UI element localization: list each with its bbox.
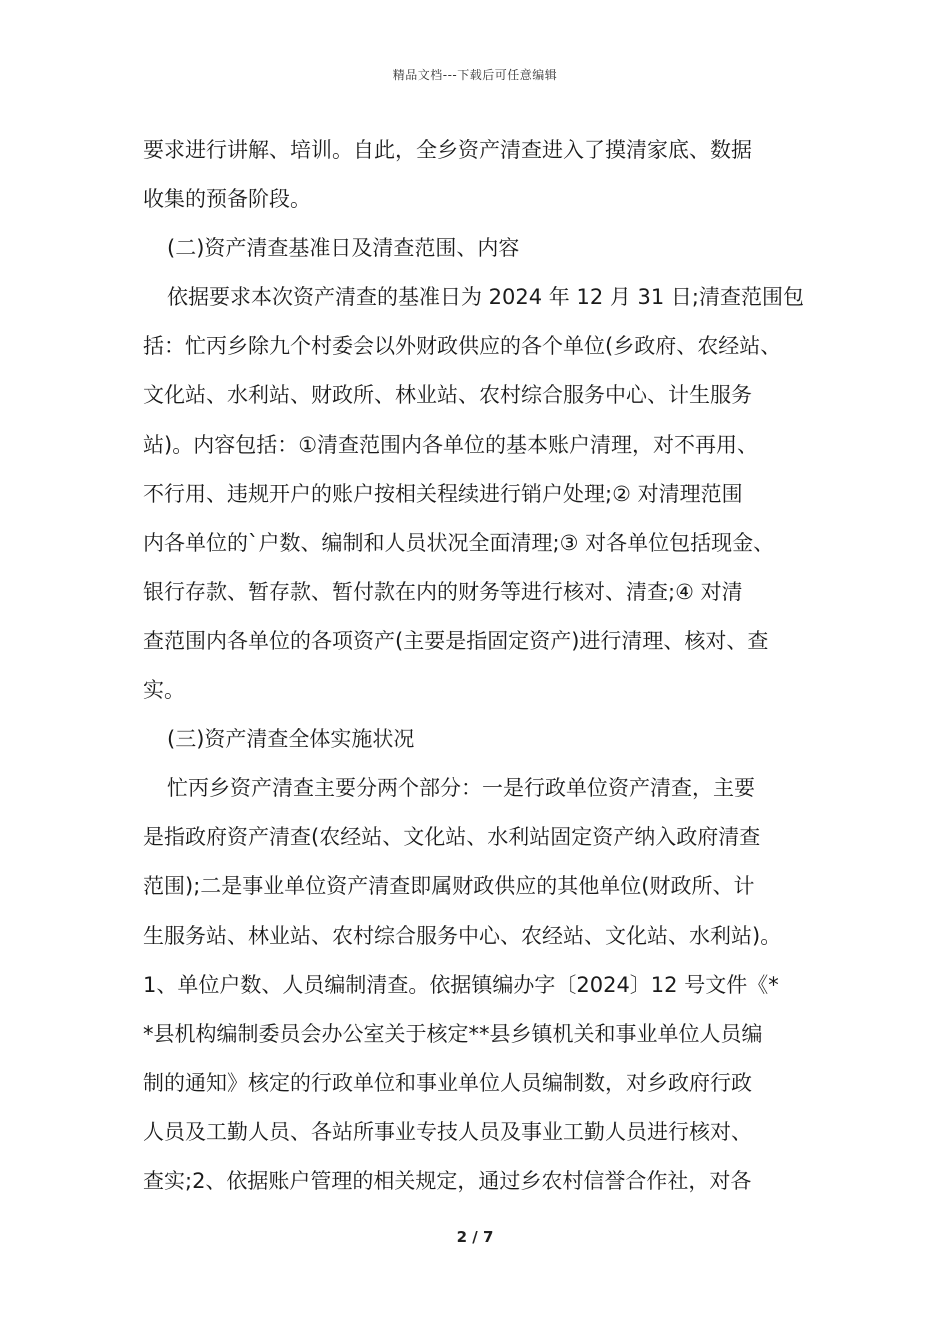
text-line: 实。 <box>143 678 185 703</box>
text-line: 1、单位户数、人员编制清查。依据镇编办字〔2024〕12 号文件《* <box>143 972 779 997</box>
text-line: 是指政府资产清查(农经站、文化站、水利站固定资产纳入政府清查 <box>143 825 761 850</box>
text-line: 查实;2、依据账户管理的相关规定，通过乡农村信誉合作社，对各 <box>143 1168 752 1193</box>
text-line: 生服务站、林业站、农村综合服务中心、农经站、文化站、水利站)。 <box>143 923 782 948</box>
text-line: 站)。内容包括：①清查范围内各单位的基本账户清理，对不再用、 <box>143 432 759 457</box>
document-body <box>143 126 823 1206</box>
page-number: 2 / 7 <box>456 1228 494 1246</box>
text-line: 人员及工勤人员、各站所事业专技人员及事业工勤人员进行核对、 <box>143 1119 752 1144</box>
text-line: 查范围内各单位的各项资产(主要是指固定资产)进行清理、核对、查 <box>143 628 769 653</box>
page-header: 精品文档---下载后可任意编辑 <box>392 68 558 82</box>
text-line: 要求进行讲解、培训。自此，全乡资产清查进入了摸清家底、数据 <box>143 138 752 162</box>
text-line: 制的通知》核定的行政单位和事业单位人员编制数，对乡政府行政 <box>143 1070 752 1095</box>
text-line: 收集的预备阶段。 <box>143 187 311 212</box>
section-heading: (二)资产清查基准日及清查范围、内容 <box>167 236 520 261</box>
text-line: 依据要求本次资产清查的基准日为 2024 年 12 月 31 日;清查范围包 <box>167 285 805 310</box>
text-line: *县机构编制委员会办公室关于核定**县乡镇机关和事业单位人员编 <box>143 1021 763 1046</box>
text-line: 文化站、水利站、财政所、林业站、农村综合服务中心、计生服务 <box>143 383 752 408</box>
section-heading: (三)资产清查全体实施状况 <box>167 727 415 752</box>
text-line: 忙丙乡资产清查主要分两个部分：一是行政单位资产清查，主要 <box>167 776 755 801</box>
text-line: 范围);二是事业单位资产清查即属财政供应的其他单位(财政所、计 <box>143 874 755 899</box>
text-line: 内各单位的`户数、编制和人员状况全面清理;③ 对各单位包括现金、 <box>143 530 775 555</box>
text-line: 括：忙丙乡除九个村委会以外财政供应的各个单位(乡政府、农经站、 <box>143 334 782 359</box>
text-line: 不行用、违规开户的账户按相关程续进行销户处理;② 对清理范围 <box>143 481 743 506</box>
text-line: 银行存款、暂存款、暂付款在内的财务等进行核对、清查;④ 对清 <box>143 579 743 604</box>
